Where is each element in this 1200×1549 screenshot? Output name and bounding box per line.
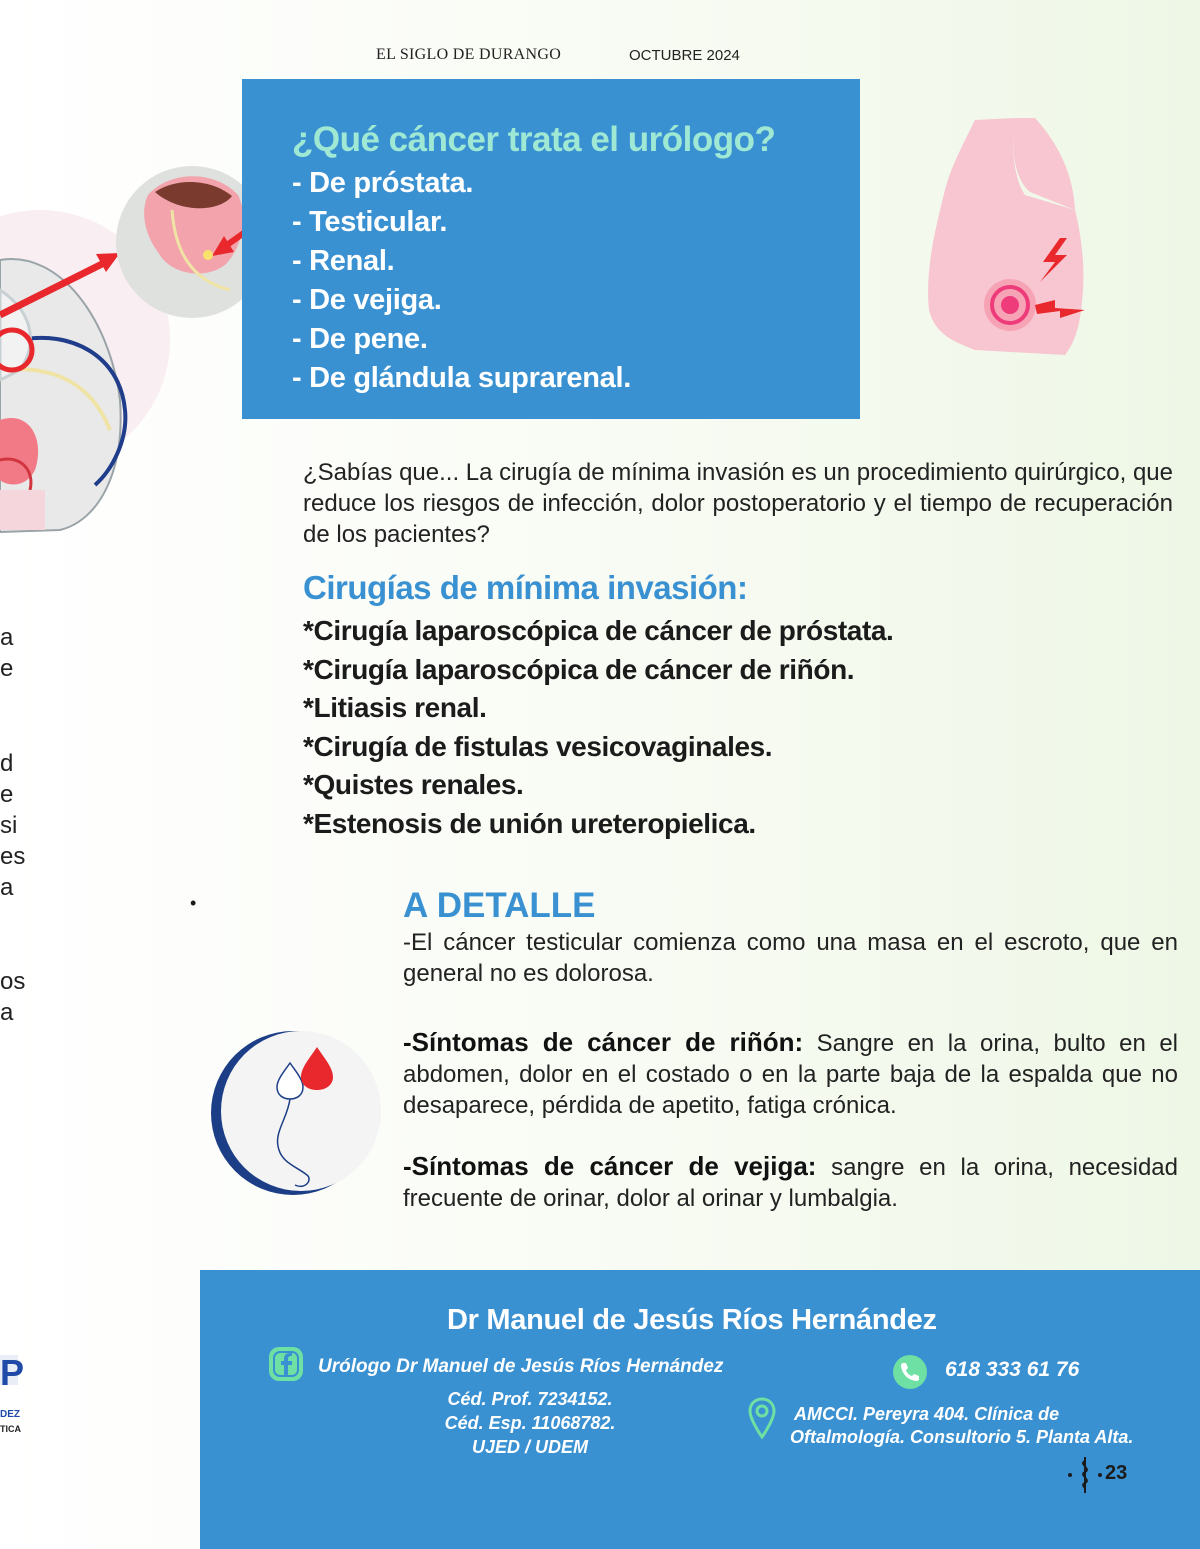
- facebook-icon: [268, 1346, 304, 1382]
- cancer-type-item: - Renal.: [292, 245, 395, 277]
- phone-icon: [892, 1354, 928, 1390]
- page-number: 23: [1105, 1462, 1128, 1484]
- surgery-item: *Quistes renales.: [303, 769, 524, 801]
- kidney-symptoms-label: -Síntomas de cáncer de riñón:: [403, 1027, 804, 1057]
- bladder-symptoms-text: sangre en la orina, necesidad frecuente de orinar, dolor al orinar y lumbalgia.: [403, 1154, 1179, 1212]
- doctor-name: Dr Manuel de Jesús Ríos Hernández: [447, 1304, 937, 1336]
- bladder-symptoms-label: -Síntomas de cáncer de vejiga:: [403, 1151, 817, 1181]
- kidney-cancer-symptoms: [403, 1027, 1178, 1121]
- surgery-item: *Cirugía laparoscópica de cáncer de riñón.: [303, 653, 855, 685]
- torso-pain-icon: [915, 110, 1105, 370]
- cropped-text-fragment: os: [0, 968, 26, 995]
- testicular-cancer-paragraph: -El cáncer testicular comienza como una masa en el escroto, que en general no es dolorosa.: [403, 929, 1178, 987]
- cropped-text-fragment: a: [0, 624, 14, 651]
- cropped-text-fragment: a: [0, 999, 14, 1026]
- address-line1: AMCCI. Pereyra 404. Clínica de: [794, 1404, 1060, 1424]
- cancer-type-item: - Testicular.: [292, 206, 448, 238]
- cancer-type-item: - De glándula suprarenal.: [292, 362, 631, 394]
- bullet-mark: •: [190, 893, 197, 913]
- cancer-types-title: ¿Qué cáncer trata el urólogo?: [292, 120, 776, 159]
- cancer-types-list: [292, 164, 631, 398]
- credentials-block: [380, 1387, 680, 1459]
- facebook-page-name: Urólogo Dr Manuel de Jesús Ríos Hernández: [318, 1356, 724, 1377]
- clinic-logo-letter: P: [0, 1352, 25, 1393]
- surgery-item: *Cirugía laparoscópica de cáncer de próstata.: [303, 615, 894, 646]
- cropped-text-fragment: es: [0, 843, 26, 870]
- cropped-text-fragment: d: [0, 750, 14, 777]
- professional-license: Céd. Prof. 7234152.: [447, 1389, 613, 1409]
- address-line2: Oftalmología. Consultorio 5. Planta Alta.: [790, 1427, 1134, 1447]
- location-pin-icon: [748, 1397, 776, 1439]
- address: [790, 1403, 1133, 1449]
- did-you-know-paragraph: ¿Sabías que... La cirugía de mínima invasión es un procedimiento quirúrgico, que reduce los riesgos de infección, dolor postoperatorio y el tiempo de recuperación de los pacientes?: [303, 459, 1173, 548]
- clinic-logo-line2: TICA: [0, 1424, 21, 1434]
- bladder-cancer-symptoms: [403, 1151, 1178, 1214]
- cancer-type-item: - De vejiga.: [292, 284, 442, 316]
- surgery-item: *Litiasis renal.: [303, 692, 487, 724]
- cropped-text-fragment: e: [0, 655, 14, 682]
- surgery-item: *Cirugía de fistulas vesicovaginales.: [303, 730, 773, 762]
- cancer-type-item: - De pene.: [292, 323, 428, 355]
- sperm-blood-drop-icon: [195, 1025, 385, 1205]
- specialty-license: Céd. Esp. 11068782.: [444, 1413, 616, 1433]
- cropped-text-fragment: e: [0, 781, 14, 808]
- prostate-anatomy-illustration: [0, 140, 280, 570]
- cancer-type-item: - De próstata.: [292, 167, 474, 199]
- kidney-symptoms-text: Sangre en la orina, bulto en el abdomen, dolor en el costado o en la parte baja de la espalda que no desaparece, pérdida de apetito, fatiga crónica.: [403, 1030, 1178, 1119]
- surgery-item: *Estenosis de unión ureteropielica.: [303, 807, 756, 839]
- masthead-date: OCTUBRE 2024: [629, 47, 740, 64]
- clinic-logo-line1: DEZ: [0, 1409, 20, 1420]
- surgeries-title: Cirugías de mínima invasión:: [303, 569, 748, 606]
- surgeries-list: [303, 612, 893, 844]
- universities: UJED / UDEM: [471, 1437, 588, 1457]
- caduceus-icon: [1066, 1455, 1104, 1495]
- cropped-text-fragment: a: [0, 874, 14, 901]
- phone-number: 618 333 61 76: [945, 1358, 1080, 1381]
- detail-title: A DETALLE: [403, 886, 596, 925]
- masthead-paper: EL SIGLO DE DURANGO: [376, 46, 562, 63]
- cropped-text-fragment: si: [0, 812, 18, 839]
